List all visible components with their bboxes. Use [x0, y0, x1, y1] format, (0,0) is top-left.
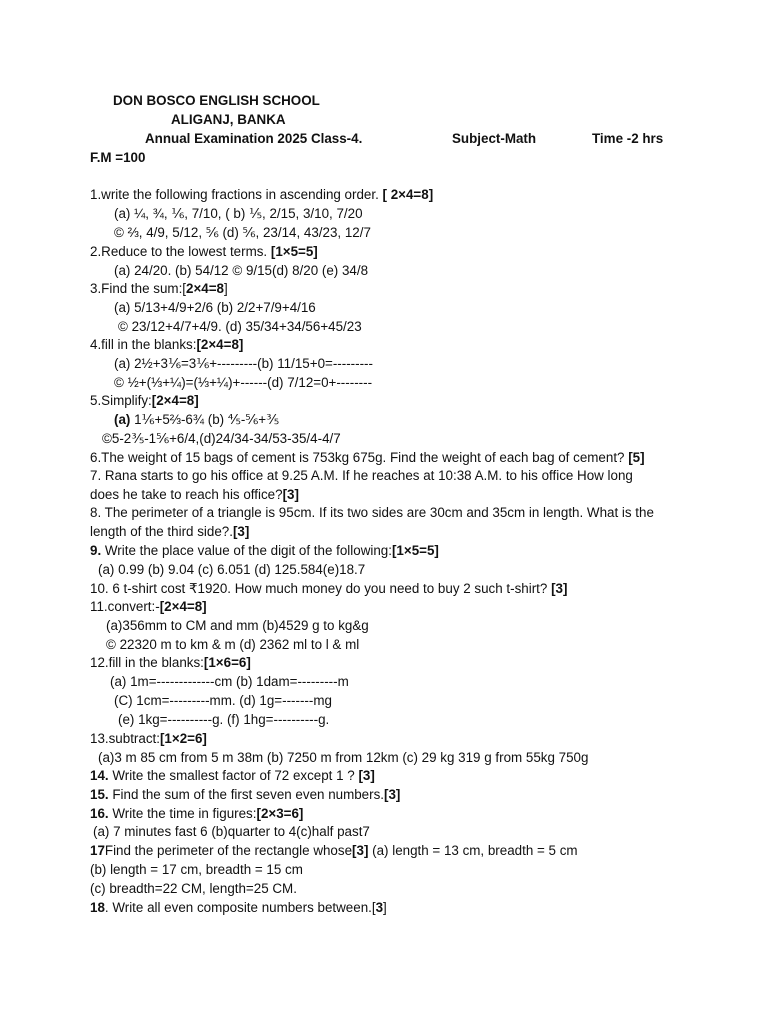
- question-13-part-a: (a)3 m 85 cm from 5 m 38m (b) 7250 m from 12km (c) 29 kg 319 g from 55kg 750g: [98, 750, 589, 765]
- marks: [1×5=5]: [270, 244, 318, 259]
- question-4: 4.fill in the blanks:[2×4=8]: [90, 337, 244, 352]
- marks: [1×2=6]: [159, 731, 207, 746]
- question-2-part-a: (a) 24/20. (b) 54/12 © 9/15(d) 8/20 (e) 34/8: [114, 263, 369, 278]
- question-11-part-b: © 22320 m to km & m (d) 2362 ml to l & ml: [106, 637, 360, 652]
- question-1-part-b: © ⅔, 4/9, 5/12, ⅚ (d) ⅚, 23/14, 43/23, 12/7: [114, 225, 371, 240]
- question-5: 5.Simplify:[2×4=8]: [90, 393, 199, 408]
- question-5-part-b: ©5-2⅗-1⅚+6/4,(d)24/34-34/53-35/4-4/7: [102, 431, 341, 446]
- marks: 3: [375, 900, 384, 915]
- marks: [1×6=6]: [203, 655, 251, 670]
- school-location: ALIGANJ, BANKA: [171, 112, 286, 127]
- question-3-part-a: (a) 5/13+4/9+2/6 (b) 2/2+7/9+4/16: [114, 300, 316, 315]
- question-4-part-a: (a) 2½+3⅙=3⅙+---------(b) 11/15+0=---------: [114, 356, 373, 371]
- question-6: 6.The weight of 15 bags of cement is 753kg 675g. Find the weight of each bag of cement? [5]: [90, 450, 645, 465]
- question-18: 18. Write all even composite numbers between.[3]: [90, 900, 387, 915]
- marks: [3]: [358, 768, 375, 783]
- question-1: 1.write the following fractions in ascending order. [ 2×4=8]: [90, 187, 434, 202]
- question-17-part-b: (b) length = 17 cm, breadth = 15 cm: [90, 862, 303, 877]
- marks: [2×4=8]: [159, 599, 207, 614]
- question-11: 11.convert:-[2×4=8]: [90, 599, 207, 614]
- question-7: 7. Rana starts to go his office at 9.25 A.M. If he reaches at 10:38 A.M. to his office How long: [90, 468, 633, 483]
- marks: [1×5=5]: [391, 543, 439, 558]
- question-16: 16. Write the time in figures:[2×3=6]: [90, 806, 304, 821]
- marks: [2×3=6]: [256, 806, 304, 821]
- question-9-part-a: (a) 0.99 (b) 9.04 (c) 6.051 (d) 125.584(e)18.7: [98, 562, 366, 577]
- question-1-part-a: (a) ¼, ¾, ⅙, 7/10, ( b) ⅕, 2/15, 3/10, 7/20: [114, 206, 363, 221]
- exam-time: Time -2 hrs: [592, 131, 664, 146]
- question-2: 2.Reduce to the lowest terms. [1×5=5]: [90, 244, 318, 259]
- school-name: DON BOSCO ENGLISH SCHOOL: [113, 93, 320, 108]
- question-8-cont: length of the third side?.[3]: [90, 524, 250, 539]
- question-7-cont: does he take to reach his office?[3]: [90, 487, 299, 502]
- marks: [3]: [282, 487, 299, 502]
- question-9: 9. Write the place value of the digit of the following:[1×5=5]: [90, 543, 439, 558]
- marks: [3]: [551, 581, 568, 596]
- marks: [3]: [384, 787, 401, 802]
- marks: [ 2×4=8]: [382, 187, 434, 202]
- marks: [2×4=8]: [196, 337, 244, 352]
- full-marks: F.M =100: [90, 150, 146, 165]
- marks: [2×4=8]: [151, 393, 199, 408]
- marks: 2×4=8: [186, 281, 224, 296]
- question-14: 14. Write the smallest factor of 72 except 1 ? [3]: [90, 768, 375, 783]
- exam-title: Annual Examination 2025 Class-4.: [145, 131, 363, 146]
- marks: [3]: [232, 524, 250, 539]
- question-12-part-a: (a) 1m=-------------cm (b) 1dam=---------m: [110, 674, 349, 689]
- question-13: 13.subtract:[1×2=6]: [90, 731, 207, 746]
- marks: [3]: [352, 843, 369, 858]
- question-16-part-a: (a) 7 minutes fast 6 (b)quarter to 4(c)half past7: [93, 824, 370, 839]
- question-5-part-a: (a) 1⅙+5⅔-6¾ (b) ⅘-⅚+⅗: [114, 412, 280, 427]
- question-10: 10. 6 t-shirt cost ₹1920. How much money do you need to buy 2 such t-shirt? [3]: [90, 581, 568, 596]
- question-12-part-c: (e) 1kg=----------g. (f) 1hg=----------g.: [118, 712, 330, 727]
- exam-subject: Subject-Math: [452, 131, 537, 146]
- question-17-part-c: (c) breadth=22 CM, length=25 CM.: [90, 881, 297, 896]
- marks: [5]: [628, 450, 645, 465]
- question-17: 17Find the perimeter of the rectangle whose[3] (a) length = 13 cm, breadth = 5 cm: [90, 843, 578, 858]
- question-3-part-b: © 23/12+4/7+4/9. (d) 35/34+34/56+45/23: [118, 319, 362, 334]
- question-15: 15. Find the sum of the first seven even numbers.[3]: [90, 787, 401, 802]
- question-12-part-b: (C) 1cm=---------mm. (d) 1g=-------mg: [114, 693, 332, 708]
- question-4-part-b: © ½+(⅓+¼)=(⅓+¼)+------(d) 7/12=0+--------: [114, 375, 373, 390]
- question-11-part-a: (a)356mm to CM and mm (b)4529 g to kg&g: [106, 618, 369, 633]
- question-8: 8. The perimeter of a triangle is 95cm. If its two sides are 30cm and 35cm in length. What is the: [90, 505, 654, 520]
- question-3: 3.Find the sum:[2×4=8]: [90, 281, 228, 296]
- question-12: 12.fill in the blanks:[1×6=6]: [90, 655, 251, 670]
